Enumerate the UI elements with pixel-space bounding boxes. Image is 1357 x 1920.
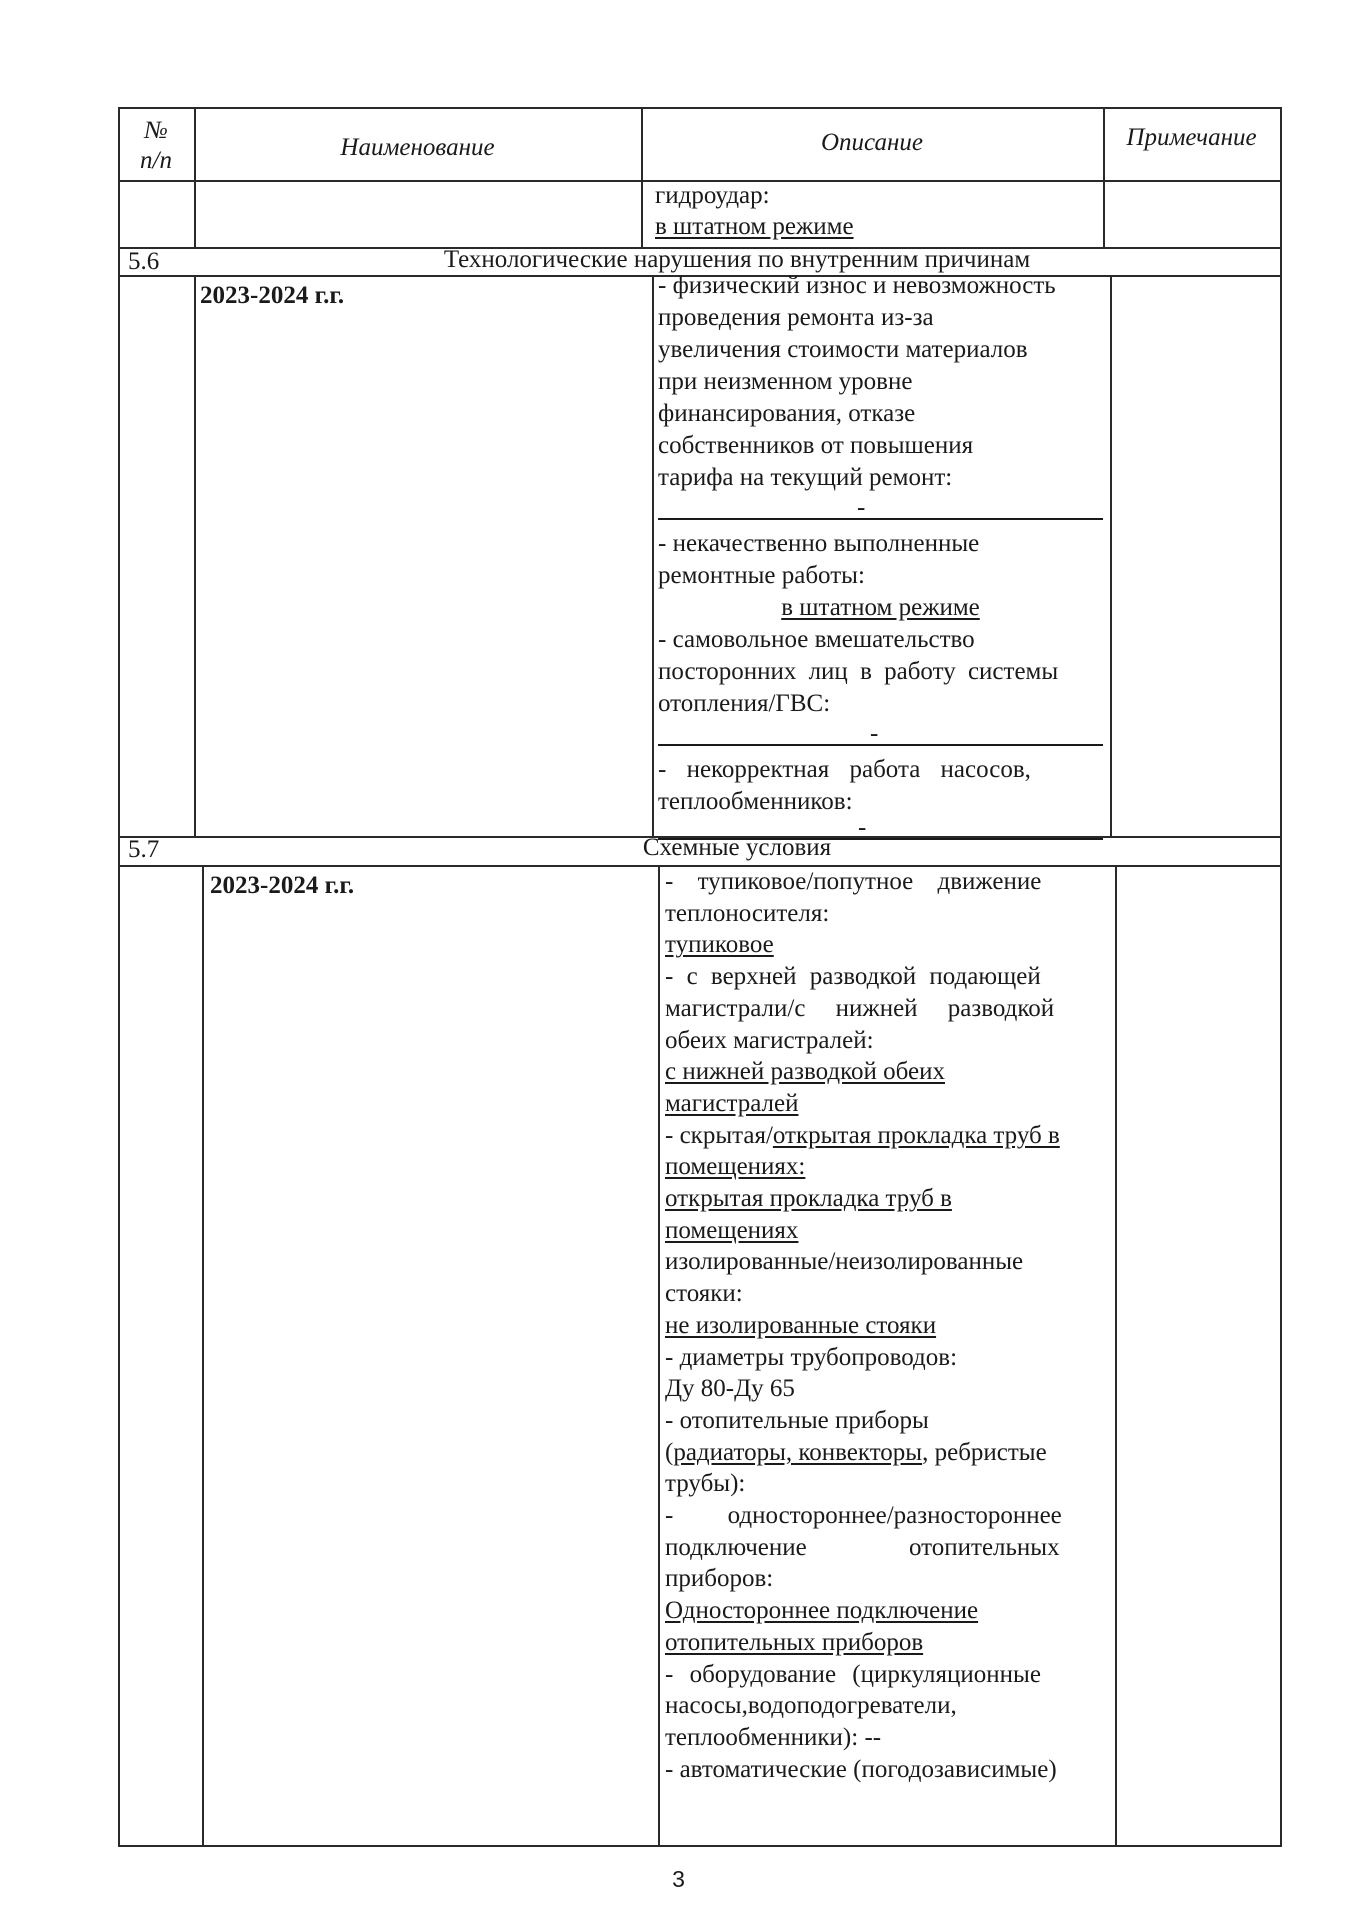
- table-bottom-border: [118, 1845, 1282, 1847]
- header-name: Наименование: [340, 134, 495, 161]
- desc-line: - тупиковое/попутное движение: [665, 868, 1042, 895]
- desc-line-underlined: с нижней разводкой обеих: [665, 1058, 945, 1086]
- blank-field: -: [658, 822, 1103, 840]
- desc-line-underlined: помещениях: [665, 1216, 799, 1244]
- column-divider: [658, 865, 660, 1846]
- desc-line: приборов:: [665, 1565, 774, 1593]
- desc-line: гидроудар:: [655, 182, 770, 209]
- desc-line: - автоматические (погодозависимые): [665, 1755, 1057, 1783]
- desc-line-centered: в штатном режиме: [781, 594, 980, 621]
- column-divider: [194, 107, 196, 248]
- section-5-7-description: [665, 866, 1110, 1785]
- desc-line: обеих магистралей:: [665, 1026, 874, 1054]
- desc-line: - некорректная работа насосов,: [658, 756, 1031, 783]
- desc-line-underlined: магистралей: [665, 1089, 799, 1117]
- column-divider: [202, 865, 204, 1846]
- desc-line: насосы,водоподогреватели,: [665, 1692, 957, 1720]
- continuation-description: [655, 180, 854, 242]
- desc-line: собственников от повышения: [658, 432, 974, 459]
- desc-line: изолированные/неизолированные: [665, 1248, 1024, 1276]
- desc-line: теплоносителя:: [665, 899, 830, 927]
- desc-line: - скрытая/открытая прокладка труб в: [665, 1121, 1060, 1149]
- header-note: Примечание: [1126, 124, 1257, 151]
- desc-line-justified: - самовольное вмешательство: [658, 626, 975, 653]
- table-top-border: [118, 107, 1282, 109]
- table-left-border: [118, 107, 120, 1847]
- desc-line: Ду 80-Ду 65: [665, 1375, 795, 1403]
- desc-line: магистрали/с нижней разводкой: [665, 994, 1055, 1022]
- section-5-7-number: 5.7: [128, 836, 160, 863]
- page-number: 3: [672, 1866, 685, 1892]
- desc-line: увеличения стоимости материалов: [658, 336, 1028, 363]
- section-5-7-title: Схемные условия: [642, 834, 832, 861]
- column-divider: [1110, 275, 1112, 837]
- table-right-border: [1280, 107, 1282, 1847]
- desc-line: - физический износ и невозможность: [658, 272, 1056, 299]
- desc-line: трубы):: [665, 1470, 746, 1498]
- desc-line-underlined: тупиковое: [665, 931, 774, 959]
- desc-line: тарифа на текущий ремонт:: [658, 464, 953, 491]
- desc-line-underlined: Одностороннее подключение: [665, 1597, 979, 1625]
- desc-line: - с верхней разводкой подающей: [665, 963, 1041, 991]
- header-number: № п/п: [140, 117, 172, 174]
- column-divider: [1115, 865, 1117, 1846]
- section-5-7-period: 2023-2024 г.г.: [210, 872, 355, 899]
- desc-line: посторонних лиц в работу системы: [658, 658, 1059, 685]
- desc-line: - отопительные приборы: [665, 1406, 929, 1434]
- desc-line: подключение отопительных: [665, 1533, 1060, 1561]
- desc-line: теплообменников:: [658, 788, 853, 815]
- header-description: Описание: [820, 129, 923, 156]
- desc-line: - оборудование (циркуляционные: [665, 1660, 1041, 1688]
- section-5-6-title: Технологические нарушения по внутренним причинам: [443, 246, 1031, 273]
- desc-line-underlined: отопительных приборов: [665, 1628, 924, 1656]
- desc-line: (радиаторы, конвекторы, ребристые: [665, 1438, 1047, 1466]
- desc-line: - одностороннее/разностороннее: [665, 1502, 1062, 1530]
- desc-line: - диаметры трубопроводов:: [665, 1343, 958, 1371]
- desc-line-underlined: открытая прокладка труб в: [665, 1185, 952, 1213]
- section-5-6-description: [658, 270, 1103, 840]
- section-5-6-number: 5.6: [128, 248, 160, 275]
- desc-line: проведения ремонта из-за: [658, 304, 934, 331]
- desc-line-justified: - некачественно выполненные: [658, 530, 980, 557]
- column-divider: [194, 275, 196, 837]
- blank-field: -: [658, 502, 1103, 520]
- desc-line: финансирования, отказе: [658, 400, 916, 427]
- desc-line: при неизменном уровне: [658, 368, 913, 395]
- desc-line-underlined: не изолированные стояки: [665, 1311, 937, 1339]
- column-divider: [652, 275, 654, 837]
- desc-line: отопления/ГВС:: [658, 690, 831, 717]
- desc-line: теплообменники): --: [665, 1723, 882, 1751]
- desc-line-underlined: помещениях:: [665, 1153, 806, 1181]
- desc-line: стояки:: [665, 1280, 743, 1308]
- desc-line-underlined: в штатном режиме: [655, 213, 854, 240]
- blank-field: -: [658, 728, 1103, 746]
- desc-line: ремонтные работы:: [658, 562, 865, 589]
- section-5-6-period: 2023-2024 г.г.: [200, 282, 345, 309]
